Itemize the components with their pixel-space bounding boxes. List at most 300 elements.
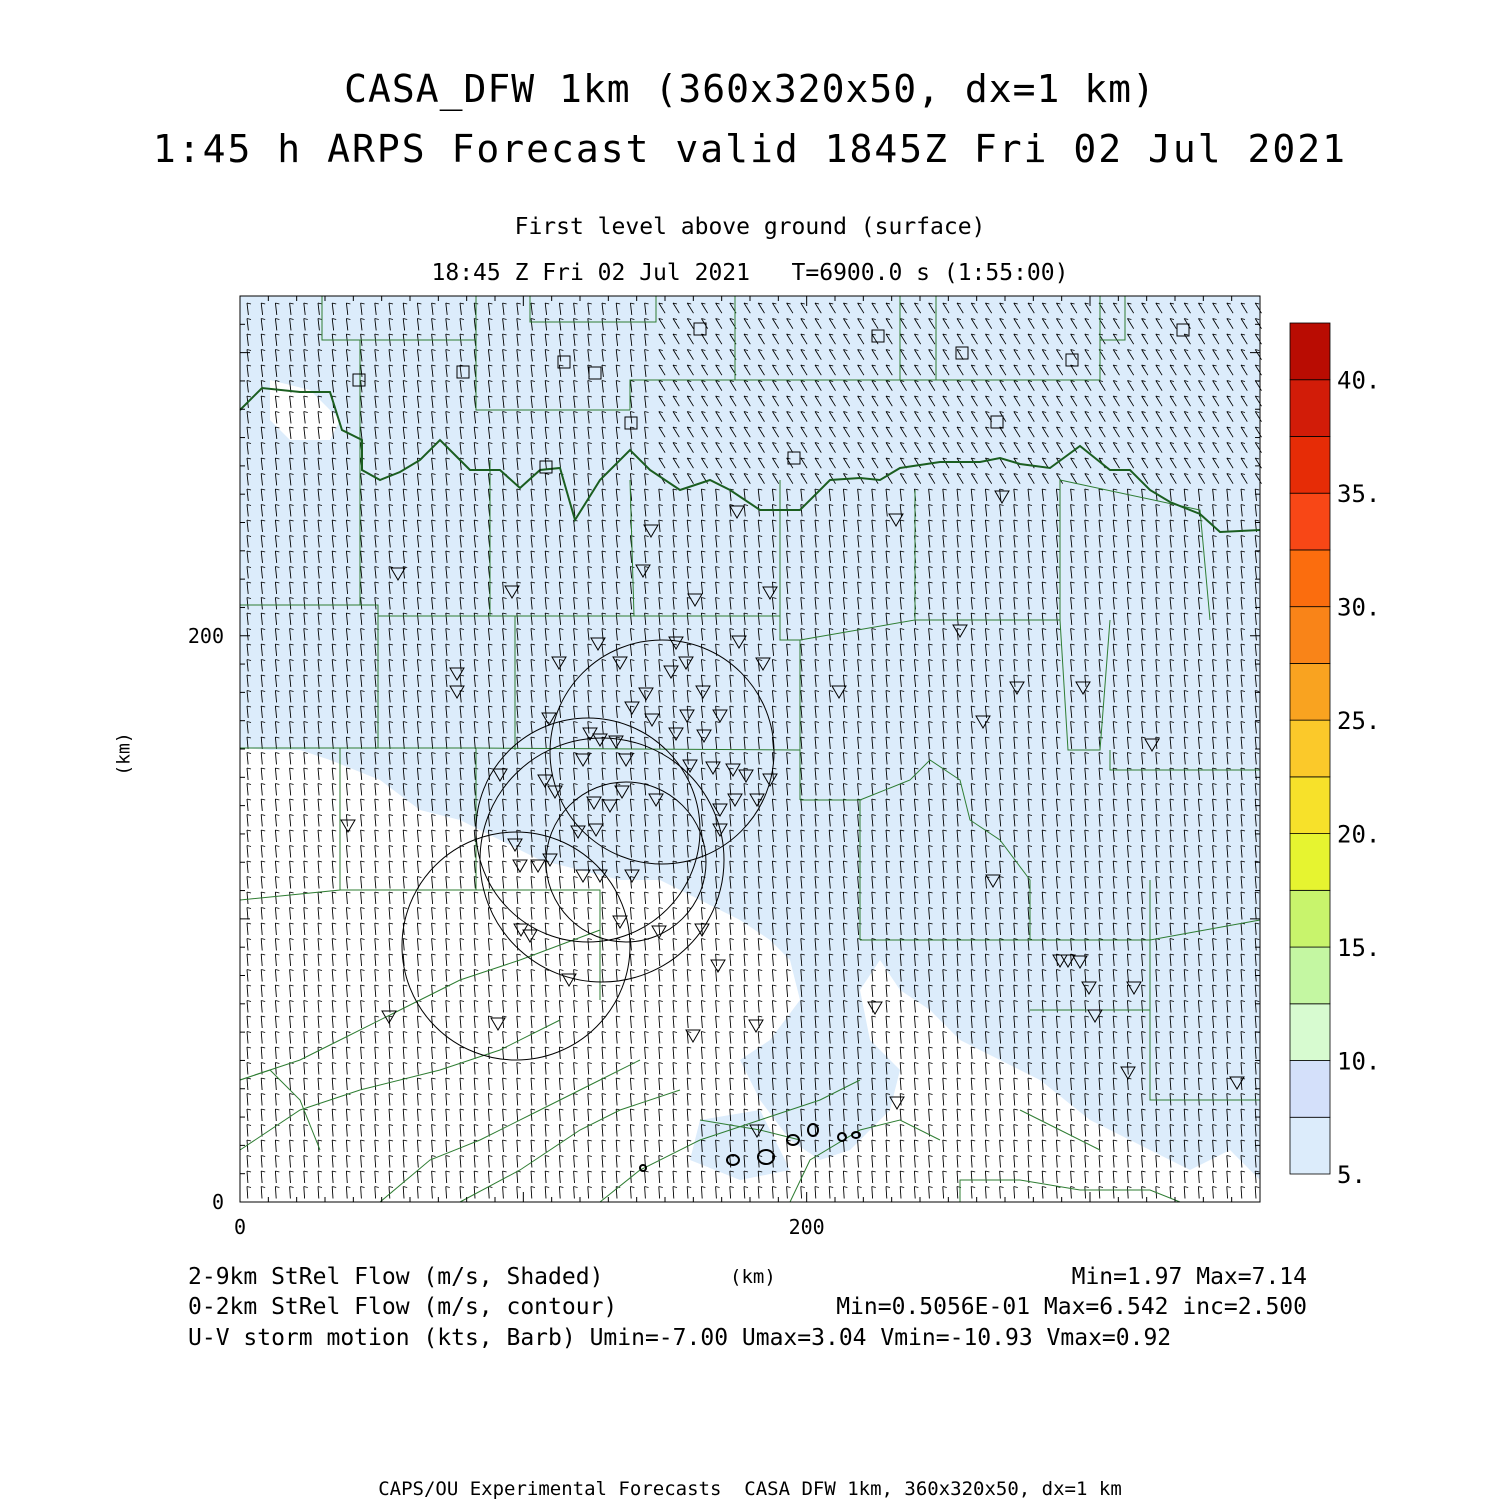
wind-barb — [1028, 1078, 1032, 1090]
wind-barb — [971, 1047, 975, 1059]
wind-barb — [446, 830, 450, 842]
wind-barb — [261, 1047, 265, 1059]
wind-barb — [716, 985, 720, 997]
wind-barb — [687, 985, 691, 997]
wind-barb — [673, 1125, 677, 1137]
wind-barb — [361, 1125, 365, 1137]
wind-barb — [275, 908, 279, 920]
wind-barb — [914, 1187, 918, 1199]
wind-barb — [346, 939, 350, 951]
wind-barb — [574, 985, 578, 997]
wind-barb — [290, 784, 294, 796]
wind-barb — [247, 753, 251, 765]
wind-barb — [446, 908, 450, 920]
wind-barb — [545, 1047, 549, 1059]
wind-barb — [716, 923, 720, 935]
wind-barb — [787, 1171, 791, 1183]
wind-barb — [1113, 1140, 1117, 1152]
wind-barb — [588, 939, 592, 951]
wind-barb — [588, 1171, 592, 1183]
wind-barb — [446, 970, 450, 982]
wind-barb — [375, 908, 379, 920]
wind-barb — [574, 908, 578, 920]
wind-barb — [943, 1094, 947, 1106]
wind-barb — [247, 815, 251, 827]
wind-barb — [673, 939, 677, 951]
wind-barb — [446, 1063, 450, 1075]
wind-barb — [488, 1032, 492, 1044]
wind-barb — [645, 892, 649, 904]
wind-barb — [886, 1171, 890, 1183]
wind-barb — [417, 1016, 421, 1028]
wind-barb — [574, 1125, 578, 1137]
wind-barb — [872, 1140, 876, 1152]
wind-barb — [290, 753, 294, 765]
wind-barb — [361, 970, 365, 982]
wind-barb — [417, 1156, 421, 1168]
wind-barb — [375, 1047, 379, 1059]
wind-barb — [545, 1171, 549, 1183]
wind-barb — [389, 799, 393, 811]
wind-barb — [318, 985, 322, 997]
wind-barb — [957, 1140, 961, 1152]
wind-barb — [900, 1047, 904, 1059]
wind-barb — [375, 877, 379, 889]
wind-barb — [304, 1187, 308, 1199]
wind-barb — [957, 1109, 961, 1121]
wind-barb — [673, 1032, 677, 1044]
wind-barb — [531, 985, 535, 997]
wind-barb — [985, 1094, 989, 1106]
wind-barb — [432, 923, 436, 935]
colorbar-swatch — [1290, 607, 1330, 664]
wind-barb — [673, 985, 677, 997]
wind-barb — [545, 892, 549, 904]
wind-barb — [247, 1016, 251, 1028]
wind-barb — [943, 1109, 947, 1121]
wind-barb — [957, 1094, 961, 1106]
wind-barb — [716, 1187, 720, 1199]
wind-barb — [488, 846, 492, 858]
wind-barb — [588, 970, 592, 982]
wind-barb — [1000, 1125, 1004, 1137]
wind-barb — [730, 970, 734, 982]
wind-barb — [574, 1001, 578, 1013]
wind-barb — [645, 1032, 649, 1044]
wind-barb — [659, 1140, 663, 1152]
wind-barb — [559, 1187, 563, 1199]
wind-barb — [304, 1156, 308, 1168]
wind-barb — [1014, 1171, 1018, 1183]
wind-barb — [900, 1001, 904, 1013]
wind-barb — [1170, 1171, 1174, 1183]
wind-barb — [346, 892, 350, 904]
wind-barb — [275, 985, 279, 997]
wind-barb — [772, 1001, 776, 1013]
wind-barb — [1028, 1140, 1032, 1152]
wind-barb — [304, 1171, 308, 1183]
wind-barb — [375, 985, 379, 997]
wind-barb — [645, 1109, 649, 1121]
wind-barb — [403, 846, 407, 858]
wind-barb — [886, 1016, 890, 1028]
wind-barb — [716, 1001, 720, 1013]
wind-barb — [659, 1047, 663, 1059]
wind-barb — [985, 1187, 989, 1199]
wind-barb — [332, 799, 336, 811]
wind-barb — [616, 985, 620, 997]
wind-barb — [389, 1140, 393, 1152]
wind-barb — [332, 830, 336, 842]
wind-barb — [503, 970, 507, 982]
wind-barb — [687, 1094, 691, 1106]
wind-barb — [602, 1063, 606, 1075]
wind-barb — [545, 954, 549, 966]
wind-barb — [332, 1109, 336, 1121]
wind-barb — [545, 939, 549, 951]
wind-barb — [346, 970, 350, 982]
wind-barb — [1056, 1187, 1060, 1199]
wind-barb — [659, 1109, 663, 1121]
wind-barb — [318, 1063, 322, 1075]
wind-barb — [630, 1032, 634, 1044]
wind-barb — [318, 970, 322, 982]
wind-barb — [531, 939, 535, 951]
wind-barb — [531, 892, 535, 904]
wind-barb — [247, 1032, 251, 1044]
wind-barb — [375, 1032, 379, 1044]
wind-barb — [503, 908, 507, 920]
wind-barb — [716, 1032, 720, 1044]
wind-barb — [929, 1032, 933, 1044]
wind-barb — [332, 768, 336, 780]
wind-barb — [446, 861, 450, 873]
wind-barb — [588, 954, 592, 966]
wind-barb — [900, 1187, 904, 1199]
wind-barb — [332, 846, 336, 858]
wind-barb — [985, 1171, 989, 1183]
wind-barb — [673, 1140, 677, 1152]
wind-barb — [403, 1156, 407, 1168]
wind-barb — [432, 1063, 436, 1075]
wind-barb — [432, 908, 436, 920]
wind-barb — [716, 1063, 720, 1075]
wind-barb — [545, 1078, 549, 1090]
wind-barb — [417, 1063, 421, 1075]
wind-barb — [304, 799, 308, 811]
wind-barb — [602, 1094, 606, 1106]
x-axis-label: (km) — [730, 1266, 776, 1288]
wind-barb — [630, 1140, 634, 1152]
wind-barb — [290, 1187, 294, 1199]
wind-barb — [417, 1125, 421, 1137]
wind-barb — [432, 954, 436, 966]
wind-barb — [531, 1171, 535, 1183]
wind-barb — [261, 1171, 265, 1183]
wind-barb — [474, 1094, 478, 1106]
wind-barb — [474, 939, 478, 951]
wind-barb — [275, 1016, 279, 1028]
colorbar-swatch — [1290, 663, 1330, 720]
wind-barb — [616, 1016, 620, 1028]
wind-barb — [460, 861, 464, 873]
wind-barb — [971, 1125, 975, 1137]
wind-barb — [332, 954, 336, 966]
wind-barb — [559, 954, 563, 966]
wind-barb — [1056, 1109, 1060, 1121]
wind-barb — [1127, 1187, 1131, 1199]
wind-barb — [261, 1187, 265, 1199]
wind-barb — [1028, 1187, 1032, 1199]
wind-barb — [730, 1032, 734, 1044]
wind-barb — [488, 861, 492, 873]
wind-barb — [247, 892, 251, 904]
wind-barb — [304, 768, 308, 780]
wind-barb — [630, 1156, 634, 1168]
wind-barb — [247, 1140, 251, 1152]
wind-barb — [971, 1187, 975, 1199]
wind-barb — [645, 1187, 649, 1199]
wind-barb — [361, 1156, 365, 1168]
wind-barb — [914, 1016, 918, 1028]
wind-barb — [1127, 1156, 1131, 1168]
wind-barb — [801, 1187, 805, 1199]
wind-barb — [1085, 1156, 1089, 1168]
wind-barb — [290, 1016, 294, 1028]
wind-barb — [318, 892, 322, 904]
wind-barb — [361, 923, 365, 935]
wind-barb — [503, 1187, 507, 1199]
wind-barb — [389, 954, 393, 966]
wind-barb — [517, 1001, 521, 1013]
wind-barb — [432, 892, 436, 904]
wind-barb — [389, 1032, 393, 1044]
wind-barb — [1000, 1094, 1004, 1106]
footer-credit: CAPS/OU Experimental Forecasts CASA DFW 1km, 360x320x50, dx=1 km — [378, 1478, 1122, 1500]
wind-barb — [588, 908, 592, 920]
wind-barb — [503, 1109, 507, 1121]
wind-barb — [957, 1063, 961, 1075]
wind-barb — [1198, 1171, 1202, 1183]
wind-barb — [446, 1001, 450, 1013]
wind-barb — [744, 954, 748, 966]
wind-barb — [1113, 1187, 1117, 1199]
wind-barb — [517, 1047, 521, 1059]
wind-barb — [389, 1047, 393, 1059]
wind-barb — [630, 892, 634, 904]
wind-barb — [517, 985, 521, 997]
wind-barb — [886, 1047, 890, 1059]
wind-barb — [545, 1032, 549, 1044]
wind-barb — [772, 1187, 776, 1199]
wind-barb — [687, 1156, 691, 1168]
wind-barb — [701, 1171, 705, 1183]
wind-barb — [943, 1047, 947, 1059]
colorbar-swatch — [1290, 380, 1330, 437]
wind-barb — [460, 1109, 464, 1121]
county-line — [240, 1020, 560, 1150]
wind-barb — [417, 908, 421, 920]
wind-barb — [361, 985, 365, 997]
wind-barb — [673, 1047, 677, 1059]
wind-barb — [275, 1032, 279, 1044]
wind-barb — [290, 892, 294, 904]
wind-barb — [389, 1156, 393, 1168]
wind-barb — [1142, 1156, 1146, 1168]
wind-barb — [574, 1156, 578, 1168]
colorbar-swatch — [1290, 720, 1330, 777]
wind-barb — [474, 1156, 478, 1168]
wind-barb — [602, 1001, 606, 1013]
wind-barb — [588, 1109, 592, 1121]
wind-barb — [318, 1109, 322, 1121]
wind-barb — [659, 1001, 663, 1013]
wind-barb — [545, 923, 549, 935]
wind-barb — [659, 954, 663, 966]
wind-barb — [616, 1156, 620, 1168]
wind-barb — [389, 923, 393, 935]
wind-barb — [361, 846, 365, 858]
wind-barb — [247, 1171, 251, 1183]
wind-barb — [503, 1001, 507, 1013]
wind-barb — [971, 1094, 975, 1106]
wind-barb — [616, 970, 620, 982]
wind-barb — [701, 1094, 705, 1106]
wind-barb — [304, 784, 308, 796]
wind-barb — [275, 784, 279, 796]
wind-barb — [659, 892, 663, 904]
wind-barb — [588, 1063, 592, 1075]
wind-barb — [929, 1063, 933, 1075]
wind-barb — [503, 1156, 507, 1168]
wind-barb — [730, 1078, 734, 1090]
wind-barb — [261, 768, 265, 780]
wind-barb — [474, 1032, 478, 1044]
wind-barb — [488, 1094, 492, 1106]
wind-barb — [389, 846, 393, 858]
wind-barb — [361, 861, 365, 873]
wind-barb — [517, 1140, 521, 1152]
colorbar-label: 35. — [1337, 480, 1381, 509]
wind-barb — [460, 1078, 464, 1090]
wind-barb — [1227, 1187, 1231, 1199]
wind-barb — [275, 970, 279, 982]
wind-barb — [1085, 1171, 1089, 1183]
chart-title-line1: CASA_DFW 1km (360x320x50, dx=1 km) — [344, 67, 1156, 111]
wind-barb — [1071, 1156, 1075, 1168]
wind-barb — [261, 1001, 265, 1013]
wind-barb — [517, 1156, 521, 1168]
wind-barb — [1056, 1156, 1060, 1168]
wind-barb — [446, 1171, 450, 1183]
wind-barb — [971, 1140, 975, 1152]
wind-barb — [971, 1156, 975, 1168]
wind-barb — [787, 1001, 791, 1013]
wind-barb — [290, 1001, 294, 1013]
wind-barb — [460, 985, 464, 997]
wind-barb — [318, 1156, 322, 1168]
wind-barb — [290, 815, 294, 827]
wind-barb — [872, 1156, 876, 1168]
wind-barb — [843, 1156, 847, 1168]
wind-barb — [361, 1063, 365, 1075]
wind-barb — [602, 1125, 606, 1137]
wind-barb — [574, 954, 578, 966]
colorbar-swatch — [1290, 834, 1330, 891]
wind-barb — [460, 1032, 464, 1044]
wind-barb — [985, 1156, 989, 1168]
wind-barb — [673, 1016, 677, 1028]
wind-barb — [403, 1140, 407, 1152]
wind-barb — [460, 1171, 464, 1183]
wind-barb — [375, 970, 379, 982]
wind-barb — [346, 1094, 350, 1106]
wind-barb — [432, 1047, 436, 1059]
wind-barb — [417, 892, 421, 904]
wind-barb — [517, 1094, 521, 1106]
wind-barb — [858, 1156, 862, 1168]
wind-barb — [261, 908, 265, 920]
legend-shaded-stats: Min=1.97 Max=7.14 — [1071, 1264, 1307, 1290]
wind-barb — [361, 1109, 365, 1121]
wind-barb — [574, 1187, 578, 1199]
wind-barb — [1042, 1109, 1046, 1121]
wind-barb — [361, 1094, 365, 1106]
wind-barb — [432, 985, 436, 997]
wind-barb — [403, 877, 407, 889]
wind-barb — [517, 1078, 521, 1090]
wind-barb — [1127, 1171, 1131, 1183]
wind-barb — [275, 1171, 279, 1183]
wind-barb — [460, 1016, 464, 1028]
wind-barb — [275, 1094, 279, 1106]
wind-barb — [574, 1032, 578, 1044]
wind-barb — [417, 1187, 421, 1199]
wind-barb — [290, 877, 294, 889]
legend-shaded-label: 2-9km StRel Flow (m/s, Shaded) — [188, 1264, 604, 1290]
wind-barb — [971, 1171, 975, 1183]
wind-barb — [488, 1109, 492, 1121]
wind-barb — [815, 1171, 819, 1183]
wind-barb — [361, 1140, 365, 1152]
wind-barb — [701, 908, 705, 920]
wind-barb — [985, 1078, 989, 1090]
wind-barb — [346, 1109, 350, 1121]
wind-barb — [375, 1109, 379, 1121]
wind-barb — [1042, 1187, 1046, 1199]
wind-barb — [290, 846, 294, 858]
wind-barb — [290, 939, 294, 951]
wind-barb — [1142, 1171, 1146, 1183]
wind-barb — [687, 1016, 691, 1028]
wind-barb — [744, 970, 748, 982]
wind-barb — [716, 1078, 720, 1090]
wind-barb — [1099, 1125, 1103, 1137]
wind-barb — [503, 1032, 507, 1044]
wind-barb — [361, 1047, 365, 1059]
wind-barb — [474, 954, 478, 966]
wind-barb — [616, 1094, 620, 1106]
wind-barb — [559, 985, 563, 997]
wind-barb — [985, 1109, 989, 1121]
wind-barb — [531, 1078, 535, 1090]
wind-barb — [971, 1109, 975, 1121]
wind-barb — [460, 892, 464, 904]
county-line — [380, 1060, 640, 1202]
wind-barb — [304, 923, 308, 935]
wind-barb — [1042, 1171, 1046, 1183]
wind-barb — [361, 877, 365, 889]
